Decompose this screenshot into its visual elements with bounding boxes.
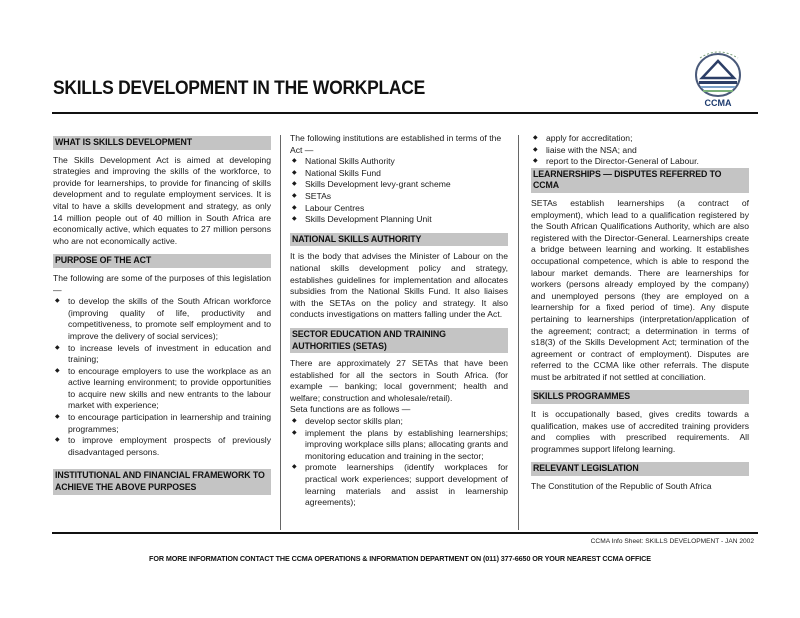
section-heading: SKILLS PROGRAMMES (531, 390, 749, 404)
section-heading: PURPOSE OF THE ACT (53, 254, 271, 268)
list-item: ◆ implement the plans by establishing learnerships; improving workplace sills plans; allocating grants and monitoring education and training in the sector; (290, 428, 508, 463)
list-item: ◆ to improve employment prospects of previously disadvantaged persons. (53, 435, 271, 458)
footer-rule (52, 532, 758, 534)
page-title: SKILLS DEVELOPMENT IN THE WORKPLACE (53, 78, 426, 99)
list-item: ◆ SETAs (290, 191, 508, 203)
section-heading: LEARNERSHIPS — DISPUTES REFERRED TO CCMA (531, 168, 749, 193)
section-body: The Constitution of the Republic of South Africa (531, 481, 712, 492)
list-item: ◆ Skills Development levy-grant scheme (290, 179, 508, 191)
section-body: It is occupationally based, gives credits towards a qualification, makes use of accredited training providers and complies with prescribed requirements. All programmes support lifelong learning. (531, 409, 749, 454)
list-item: ◆ to develop the skills of the South African workforce (improving quality of life, productivity and competitiveness, to promote self employment and to improve the delivery of social services); (53, 296, 271, 342)
logo-text: CCMA (704, 98, 732, 108)
column-divider (518, 135, 519, 530)
info-sheet-label: CCMA Info Sheet: SKILLS DEVELOPMENT - JAN 2002 (590, 538, 754, 545)
section-intro: The following institutions are established in terms of the Act — (290, 133, 502, 155)
header-rule (52, 112, 758, 114)
list-item: ◆ liaise with the NSA; and (531, 145, 749, 157)
seta-functions-list (290, 416, 508, 509)
list-item: ◆ to increase levels of investment in education and training; (53, 343, 271, 366)
column-3 (531, 133, 749, 493)
functions-intro: Seta functions are as follows — (290, 404, 411, 415)
section-heading: WHAT IS SKILLS DEVELOPMENT (53, 136, 271, 150)
list-item: ◆ to encourage employers to use the workplace as an active learning environment; to provide opportunities to acquire new skills and new entrants to the labour market with experience; (53, 366, 271, 412)
list-item: ◆ to encourage participation in learnership and training programmes; (53, 412, 271, 435)
contact-footer: FOR MORE INFORMATION CONTACT THE CCMA OPERATIONS & INFORMATION DEPARTMENT ON (011) 377-6650 OR YOUR NEAREST CCMA OFFICE (149, 554, 651, 563)
purpose-list (53, 296, 271, 458)
list-item: ◆ Skills Development Planning Unit (290, 214, 508, 226)
list-item: ◆ National Skills Authority (290, 156, 508, 168)
section-body: The Skills Development Act is aimed at developing strategies and improving the skills of the workforce, to provide for learnerships, to provide for financing of skills development and to regulate employment services. It is vital to have a skills development and strategy, as only 14 million people out of 40 million in South Africa are economically active, which equates to 27 million persons who are not economically active. (53, 154, 271, 246)
section-heading: RELEVANT LEGISLATION (531, 462, 749, 476)
section-body: It is the body that advises the Minister of Labour on the national skills development policy and strategy, establishes guidelines for implementation and allocates subsidies from the National Skills Fund. It also liaises with the SETAs on the policy and strategy. It also conducts investigations on matters falling under the Act. (290, 251, 508, 320)
list-item: ◆ Labour Centres (290, 203, 508, 215)
section-body: There are approximately 27 SETAs that have been established for all the sectors in South Africa. (for example — banking; local government; health and welfare; construction and wholesale/retail). (290, 358, 508, 403)
list-item: ◆ National Skills Fund (290, 168, 508, 180)
list-item: ◆ report to the Director-General of Labour. (531, 156, 749, 168)
column-1 (53, 136, 271, 495)
column-2 (290, 133, 508, 509)
list-item: ◆ develop sector skills plan; (290, 416, 508, 428)
section-heading: INSTITUTIONAL AND FINANCIAL FRAMEWORK TO ACHIEVE THE ABOVE PURPOSES (53, 469, 271, 494)
column-divider (280, 135, 281, 530)
section-body: SETAs establish learnerships (a contract of employment), which lead to a qualification registered by the South African Qualifications Authority, which are also registered with the Director-General. Learnerships create a bridge between learning and working. It establishes occupational competence, which is able to respond the labour market demands. There are learnerships for workers (persons already employed by the company) and unemployed persons (they are employed on a learnership for a fixed period of time). Any dispute pertaining to learnerships (interpretation/application of the agreement; contract; a determination in terms of s18(3) of the Skills Development Act; termination of the agreement or contract of employment). Disputes are referred to the CCMA like other referrals. The dispute must be arbitrated if not settled at conciliation. (531, 197, 749, 382)
section-heading: NATIONAL SKILLS AUTHORITY (290, 233, 508, 247)
seta-functions-continued (531, 133, 749, 168)
ccma-emblem-icon (678, 48, 758, 100)
list-item: ◆ apply for accreditation; (531, 133, 749, 145)
list-item: ◆ promote learnerships (identify workplaces for practical work experiences; support development of learning materials and assist in learnership agreements); (290, 462, 508, 508)
institutions-list (290, 156, 508, 226)
ccma-logo (678, 48, 758, 110)
section-intro: The following are some of the purposes of this legislation — (53, 272, 271, 295)
section-heading: SECTOR EDUCATION AND TRAINING AUTHORITIES (SETAS) (290, 328, 508, 353)
